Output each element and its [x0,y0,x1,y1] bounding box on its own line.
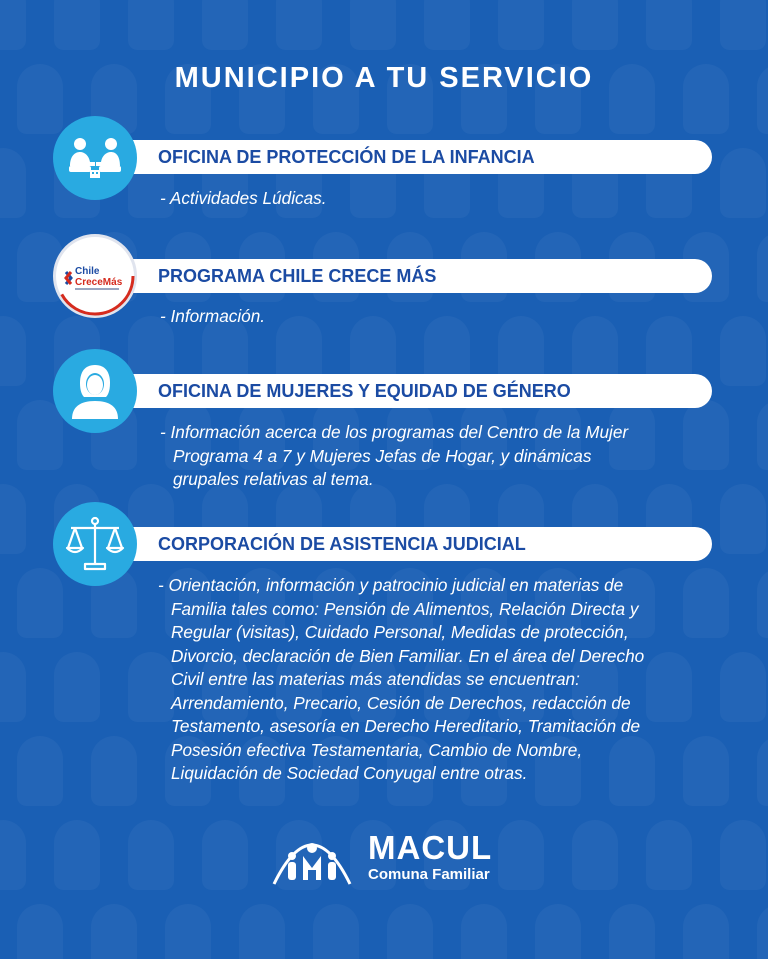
description-line: Divorcio, declaración de Bien Familiar. En el área del Derecho [171,645,645,666]
pattern-shape [91,736,137,806]
pattern-shape [609,904,655,959]
description-line: Posesión efectiva Testamentaria, Cambio de Nombre, [171,739,583,760]
pattern-shape [202,0,248,50]
pattern-shape [757,736,768,806]
pattern-shape [498,0,544,50]
pattern-shape [313,904,359,959]
description-line: - Información acerca de los programas del Centro de la Mujer [160,422,629,442]
description-line: Regular (visitas), Cuidado Personal, Medidas de protección, [171,622,629,642]
pattern-shape [535,904,581,959]
pattern-shape [646,820,692,890]
pattern-shape [0,484,26,554]
pattern-shape [572,0,618,50]
section-heading: OFICINA DE PROTECCIÓN DE LA INFANCIA [158,147,535,167]
pattern-shape [683,568,729,638]
pattern-shape [757,232,768,302]
pattern-shape [720,652,766,722]
pattern-shape [54,652,100,722]
description-line: grupales relativas al tema. [173,469,374,489]
chile-crece-mas-logo [53,234,137,318]
pattern-shape [54,820,100,890]
woman-icon [53,349,137,433]
pattern-shape [128,820,174,890]
pattern-shape [387,904,433,959]
scales-of-justice-icon [53,502,137,586]
pattern-shape [720,316,766,386]
pattern-shape [17,400,63,470]
section-heading-bar [110,259,712,293]
pattern-shape [0,652,26,722]
section-description [158,574,644,786]
pattern-shape [461,904,507,959]
pattern-shape [350,0,396,50]
section-description [160,305,265,329]
section-heading: OFICINA DE MUJERES Y EQUIDAD DE GÉNERO [158,381,571,401]
macul-logo [270,826,510,890]
pattern-shape [683,904,729,959]
section-description [160,187,327,211]
section-heading: PROGRAMA CHILE CRECE MÁS [158,266,437,286]
pattern-shape [683,736,729,806]
pattern-shape [0,316,26,386]
pattern-shape [720,820,766,890]
pattern-shape [165,904,211,959]
section-description [160,421,628,492]
children-playing-icon [53,116,137,200]
pattern-shape [572,820,618,890]
pattern-shape [720,484,766,554]
pattern-shape [54,0,100,50]
brand-tagline: Comuna Familiar [368,866,490,883]
brand-name: MACUL [368,829,493,866]
pattern-shape [0,148,26,218]
description-line: Liquidación de Sociedad Conyugal entre otras. [171,763,528,783]
description-line: - Información. [160,306,266,326]
pattern-shape [128,0,174,50]
pattern-shape [757,568,768,638]
section-heading: CORPORACIÓN DE ASISTENCIA JUDICIAL [158,534,526,554]
description-line: Arrendamiento, Precario, Cesión de Derechos, redacción de [171,692,631,713]
pattern-shape [646,652,692,722]
pattern-shape [0,0,26,50]
pattern-shape [424,0,470,50]
pattern-shape [683,400,729,470]
pattern-shape [757,904,768,959]
section-heading-bar [110,374,712,408]
macul-family-logo-icon [270,826,354,890]
section-heading-bar [110,140,712,174]
logo-text-crece: CreceMás [75,277,123,288]
pattern-shape [239,904,285,959]
description-line: - Actividades Lúdicas. [160,188,327,208]
pattern-shape [276,0,322,50]
section-heading-bar [110,527,712,561]
page-title: MUNICIPIO A TU SERVICIO [174,62,594,94]
pattern-shape [91,904,137,959]
description-line: Programa 4 a 7 y Mujeres Jefas de Hogar, y dinámicas [173,445,592,466]
pattern-shape [17,736,63,806]
description-line: Civil entre las materias más atendidas se encuentran: [171,669,580,689]
pattern-shape [202,820,248,890]
pattern-shape [757,400,768,470]
description-line: Testamento, asesoría en Derecho Hereditario, Tramitación de [171,716,641,736]
logo-text-chile: Chile [75,266,100,277]
pattern-shape [17,568,63,638]
description-line: Familia tales como: Pensión de Alimentos, Relación Directa y [171,598,639,619]
pattern-shape [17,904,63,959]
pattern-shape [0,820,26,890]
pattern-shape [646,0,692,50]
pattern-shape [720,148,766,218]
pattern-shape [720,0,766,50]
description-line: - Orientación, información y patrocinio judicial en materias de [158,575,624,595]
